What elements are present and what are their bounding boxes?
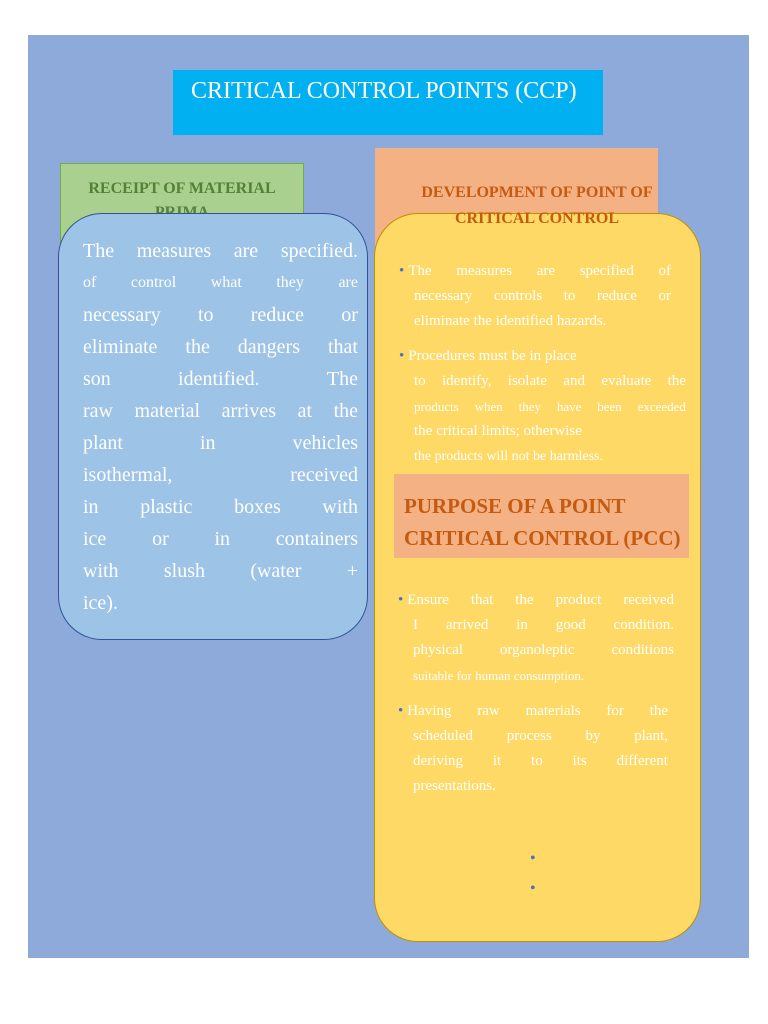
text-word: conditions <box>611 642 674 658</box>
purpose-heading <box>404 490 681 554</box>
text-word: to <box>414 373 426 389</box>
title-banner <box>173 70 603 135</box>
text-word: are <box>233 240 259 262</box>
text-word: identified. <box>178 368 260 390</box>
text-word: good <box>555 617 586 633</box>
text-word: presentations. <box>413 778 496 794</box>
text-line <box>399 284 671 309</box>
text-word: in <box>199 432 216 454</box>
text-word: reduce <box>596 288 637 304</box>
text-word: the <box>667 373 686 389</box>
text-line <box>398 724 668 749</box>
text-word: isothermal, <box>83 464 173 486</box>
text-line <box>398 774 668 799</box>
text-word: necessary <box>414 288 473 304</box>
page-title: CRITICAL CONTROL POINTS (CCP) <box>191 78 577 104</box>
development-heading-line: DEVELOPMENT OF POINT OF <box>421 184 653 201</box>
text-line <box>83 555 358 587</box>
text-word: in <box>214 528 231 550</box>
text-word: exceeded <box>637 399 686 414</box>
text-line <box>83 299 358 331</box>
text-word: they <box>518 399 541 414</box>
text-word: organoleptic <box>499 642 575 658</box>
text-line <box>399 259 671 284</box>
text-word: condition. <box>613 617 674 633</box>
bullet-icon: • <box>398 703 404 719</box>
text-word: evaluate <box>601 373 652 389</box>
purpose-heading-line: PURPOSE OF A POINT <box>404 494 626 518</box>
text-word: to <box>197 304 214 326</box>
text-word: raw <box>477 703 500 719</box>
text-word: arrived <box>445 617 489 633</box>
text-line <box>83 235 358 267</box>
text-word: material <box>134 400 201 422</box>
text-word: The <box>83 240 115 262</box>
text-line <box>83 427 358 459</box>
text-word: controls <box>493 288 543 304</box>
text-word: ice <box>83 528 107 550</box>
text-word: ice). <box>83 592 118 614</box>
text-word: measures <box>456 263 513 279</box>
text-word: vehicles <box>292 432 358 454</box>
text-word: been <box>597 399 622 414</box>
bullet-icon: • <box>399 348 405 364</box>
text-word: in <box>516 617 528 633</box>
text-line <box>399 419 686 444</box>
text-line <box>83 523 358 555</box>
text-word: Having <box>407 703 452 719</box>
extra-bullet: • <box>530 850 536 867</box>
text-word: slush <box>163 560 205 582</box>
text-word: have <box>556 399 582 414</box>
text-word: process <box>506 728 552 744</box>
text-word: are <box>536 263 556 279</box>
text-line <box>83 363 358 395</box>
text-word: product <box>555 592 602 608</box>
text-word: at <box>297 400 313 422</box>
text-word: materials <box>525 703 581 719</box>
text-word: dangers <box>237 336 300 358</box>
text-word: what <box>210 274 242 291</box>
text-line <box>398 699 668 724</box>
text-line <box>398 663 674 688</box>
text-line <box>399 444 686 469</box>
text-line <box>83 491 358 523</box>
text-word: raw <box>83 400 113 422</box>
text-word: its <box>572 753 587 769</box>
text-word: arrives <box>221 400 277 422</box>
text-word: Procedures must be in place <box>408 348 577 364</box>
text-line <box>399 344 686 369</box>
text-line <box>399 394 686 419</box>
text-line <box>83 459 358 491</box>
text-word: the <box>515 592 534 608</box>
text-word: the <box>649 703 668 719</box>
receipt-body-text <box>83 235 358 619</box>
development-heading <box>378 180 696 232</box>
text-word: of <box>83 274 97 291</box>
text-word: The <box>326 368 358 390</box>
text-word: received <box>290 464 358 486</box>
text-word: The <box>408 263 432 279</box>
text-line <box>398 613 674 638</box>
text-word: and <box>563 373 585 389</box>
receipt-heading-line: RECEIPT OF MATERIAL <box>88 180 276 197</box>
extra-bullet: • <box>530 880 536 897</box>
text-word: received <box>623 592 674 608</box>
bullet-icon: • <box>398 592 404 608</box>
text-word: + <box>346 560 358 582</box>
text-word: specified. <box>280 240 358 262</box>
text-word: plastic <box>140 496 193 518</box>
text-word: are <box>338 274 358 291</box>
text-word: that <box>470 592 494 608</box>
text-word: boxes <box>234 496 281 518</box>
text-line <box>399 369 686 394</box>
text-line <box>399 309 671 334</box>
text-word: the critical limits; otherwise <box>414 423 582 439</box>
text-word: it <box>492 753 502 769</box>
text-word: measures <box>136 240 212 262</box>
text-word: scheduled <box>413 728 473 744</box>
text-line <box>83 587 358 619</box>
text-word: control <box>130 274 177 291</box>
text-word: I <box>413 617 418 633</box>
text-line <box>83 267 358 299</box>
text-word: to <box>531 753 543 769</box>
text-word: or <box>341 304 358 326</box>
text-word: different <box>616 753 668 769</box>
text-word: in <box>83 496 99 518</box>
text-word: of <box>658 263 671 279</box>
text-word: the products will not be harmless. <box>414 449 603 464</box>
text-word: products <box>414 399 459 414</box>
purpose-heading-line: CRITICAL CONTROL (PCC) <box>404 526 681 550</box>
text-word: deriving <box>413 753 463 769</box>
text-word: when <box>474 399 503 414</box>
text-word: identify, <box>442 373 492 389</box>
text-word: to <box>563 288 576 304</box>
text-line <box>83 395 358 427</box>
text-word: isolate <box>507 373 547 389</box>
text-word: suitable for human consumption. <box>413 668 585 683</box>
text-word: plant <box>83 432 123 454</box>
text-line <box>398 749 668 774</box>
text-word: the <box>185 336 210 358</box>
text-word: reduce <box>250 304 305 326</box>
text-word: the <box>333 400 358 422</box>
text-word: containers <box>275 528 358 550</box>
text-line <box>83 331 358 363</box>
text-word: physical <box>413 642 463 658</box>
text-word: for <box>606 703 624 719</box>
text-word: by <box>585 728 601 744</box>
text-word: eliminate <box>83 336 158 358</box>
text-word: (water <box>250 560 302 582</box>
text-word: or <box>658 288 671 304</box>
text-word: Ensure <box>407 592 449 608</box>
text-word: plant, <box>634 728 668 744</box>
text-word: with <box>322 496 358 518</box>
text-word: with <box>83 560 119 582</box>
development-heading-line: CRITICAL CONTROL <box>454 210 620 227</box>
text-word: that <box>327 336 358 358</box>
text-line <box>398 638 674 663</box>
text-word: son <box>83 368 111 390</box>
text-word: specified <box>579 263 634 279</box>
text-word: they <box>276 274 304 291</box>
bullet-icon: • <box>399 263 405 279</box>
text-word: eliminate the identified hazards. <box>414 313 607 329</box>
text-word: or <box>152 528 169 550</box>
text-word: necessary <box>83 304 161 326</box>
text-line <box>398 588 674 613</box>
